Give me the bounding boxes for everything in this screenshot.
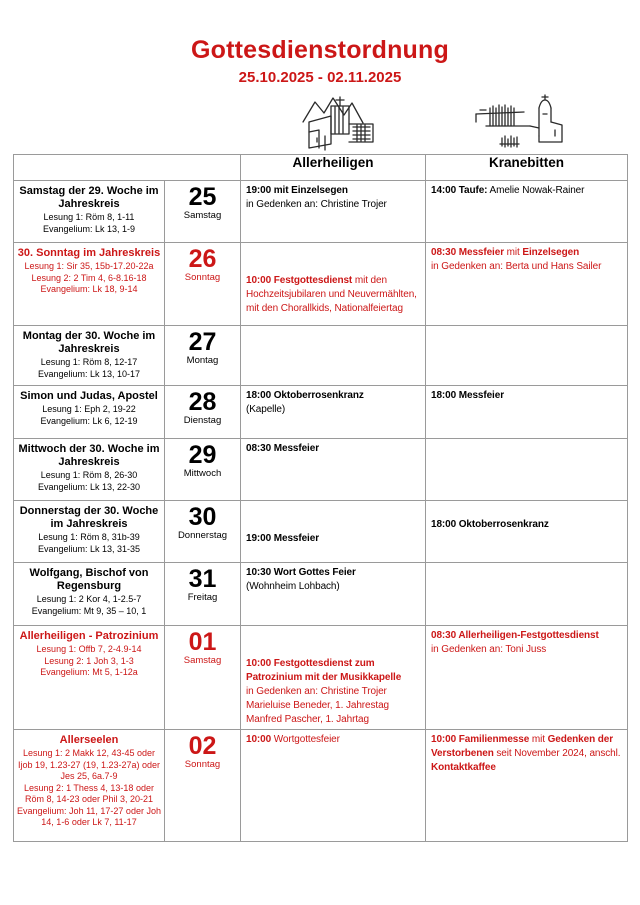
event-line <box>246 246 421 260</box>
day-number: 31 <box>188 565 217 593</box>
reading-line: Evangelium: Lk 13, 10-17 <box>37 368 141 379</box>
event-segment: seit November 2024, anschl. <box>493 748 621 759</box>
event-line <box>246 733 421 747</box>
reading-line: Lesung 1: Offb 7, 2-4.9-14 <box>36 644 142 654</box>
event-line <box>246 198 421 212</box>
event-line <box>246 629 421 643</box>
table-row <box>14 386 628 439</box>
event-line <box>246 532 421 546</box>
weekday-label: Dienstag <box>183 415 222 426</box>
event-line <box>246 566 421 580</box>
day-number: 27 <box>188 328 217 356</box>
kranebitten-church-sketch <box>472 92 568 152</box>
day-cell <box>165 386 241 439</box>
event-segment: mit <box>529 734 548 745</box>
event-line <box>246 713 421 727</box>
day-number: 26 <box>188 245 217 273</box>
event-segment: 10:30 Wort Gottes Feier <box>246 567 356 578</box>
event-cell-kranebitten <box>426 243 628 326</box>
header-sketches <box>0 92 640 154</box>
event-cell-allerheiligen <box>241 181 426 243</box>
event-cell-allerheiligen <box>241 626 426 730</box>
day-title: Montag der 30. Woche im Jahreskreis <box>22 330 156 355</box>
day-number: 02 <box>188 732 217 760</box>
day-cell <box>165 563 241 626</box>
reading-line: Lesung 1: 2 Makk 12, 43-45 oder Ijob 19, 1.23-27 (19, 1.23-27a) oder Jes 25, 6a.7-9 <box>17 748 161 781</box>
reading-line: Lesung 1: Eph 2, 19-22 <box>42 404 136 414</box>
date-cell <box>14 501 165 563</box>
column-header-allerheiligen: Allerheiligen <box>241 155 426 181</box>
reading-line: Lesung 1: 2 Kor 4, 1-2.5-7 <box>36 594 142 604</box>
table-row <box>14 243 628 326</box>
event-line <box>246 260 421 274</box>
event-line <box>246 274 421 316</box>
day-title: Simon und Judas, Apostel <box>20 390 158 402</box>
day-title: Samstag der 29. Woche im Jahreskreis <box>19 185 159 210</box>
event-segment: 10:00 Familienmesse <box>431 734 530 745</box>
day-cell <box>165 730 241 842</box>
event-segment: 18:00 Oktoberrosenkranz <box>431 519 549 530</box>
header-spacer <box>14 155 241 181</box>
event-segment: 18:00 Oktoberrosenkranz <box>246 390 364 401</box>
event-line <box>431 389 623 403</box>
event-cell-allerheiligen <box>241 243 426 326</box>
weekday-label: Freitag <box>187 592 218 603</box>
event-segment: in Gedenken an: Christine Trojer <box>246 199 387 210</box>
event-line <box>246 184 421 198</box>
event-line <box>246 657 421 685</box>
event-segment: mit den Hochzeitsjubilaren und Neuvermählten, mit den Chorallkids, Nationalfeiertag <box>246 275 417 314</box>
day-title: Allerseelen <box>59 734 119 746</box>
reading-line: Lesung 2: 1 Thess 4, 13-18 oder Röm 8, 14-23 oder Phil 3, 20-21 <box>24 782 154 804</box>
table-row <box>14 563 628 626</box>
weekday-label: Donnerstag <box>177 530 228 541</box>
event-segment: 14:00 Taufe: <box>431 185 488 196</box>
table-row <box>14 181 628 243</box>
event-cell-allerheiligen <box>241 439 426 501</box>
event-cell-kranebitten <box>426 501 628 563</box>
page-title: Gottesdienstordnung <box>191 36 449 64</box>
event-cell-kranebitten <box>426 439 628 501</box>
day-number: 30 <box>188 503 217 531</box>
reading-line: Lesung 1: Sir 35, 15b-17.20-22a <box>24 261 154 271</box>
event-line <box>431 184 623 198</box>
event-segment: Gedenken der Verstorbenen <box>431 734 614 759</box>
reading-line: Lesung 1: Röm 8, 31b-39 <box>38 532 140 542</box>
event-segment: 08:30 Messfeier <box>246 443 319 454</box>
date-cell <box>14 626 165 730</box>
reading-line: Lesung 2: 1 Joh 3, 1-3 <box>44 655 134 666</box>
table-row <box>14 326 628 386</box>
event-segment: 10:00 Festgottesdienst <box>246 275 353 286</box>
allerheiligen-church-sketch <box>297 92 393 152</box>
event-segment: Marieluise Beneder, 1. Jahrestag <box>246 700 389 711</box>
event-line <box>431 518 623 532</box>
weekday-label: Sonntag <box>184 272 221 283</box>
date-cell <box>14 386 165 439</box>
day-title: Mittwoch der 30. Woche im Jahreskreis <box>18 443 160 468</box>
event-cell-kranebitten <box>426 326 628 386</box>
date-cell <box>14 439 165 501</box>
reading-line: Evangelium: Lk 13, 1-9 <box>42 223 136 234</box>
reading-line: Evangelium: Mt 9, 35 – 10, 1 <box>31 605 147 616</box>
event-line <box>246 685 421 699</box>
reading-line: Lesung 2: 2 Tim 4, 6-8.16-18 <box>31 272 147 283</box>
day-cell <box>165 243 241 326</box>
event-segment: Kontaktkaffee <box>431 762 496 773</box>
event-line <box>431 246 623 260</box>
event-segment: Amelie Nowak-Rainer <box>487 185 585 196</box>
day-number: 01 <box>188 628 217 656</box>
event-segment: 10:00 Festgottesdienst zum Patrozinium mit der Musikkapelle <box>246 658 402 683</box>
event-line <box>246 643 421 657</box>
event-segment: 08:30 Messfeier <box>431 247 504 258</box>
reading-line: Lesung 1: Röm 8, 12-17 <box>40 357 138 367</box>
event-line <box>246 403 421 417</box>
day-title: Allerheiligen - Patrozinium <box>19 630 159 642</box>
day-cell <box>165 439 241 501</box>
event-cell-allerheiligen <box>241 730 426 842</box>
table-row <box>14 626 628 730</box>
weekday-label: Montag <box>186 355 219 366</box>
day-title: 30. Sonntag im Jahreskreis <box>17 247 161 259</box>
event-line <box>246 504 421 518</box>
reading-line: Evangelium: Mt 5, 1-12a <box>40 667 138 677</box>
event-line <box>431 260 623 274</box>
date-cell <box>14 563 165 626</box>
reading-line: Lesung 1: Röm 8, 1-11 <box>43 212 135 222</box>
reading-line: Lesung 1: Röm 8, 26-30 <box>40 470 138 480</box>
event-segment: 10:00 <box>246 734 272 745</box>
event-line <box>246 518 421 532</box>
event-segment: 08:30 Allerheiligen-Festgottesdienst <box>431 630 599 641</box>
column-header-row <box>14 155 628 181</box>
event-segment: in Gedenken an: Christine Trojer <box>246 686 387 697</box>
event-cell-allerheiligen <box>241 563 426 626</box>
event-line <box>246 699 421 713</box>
day-title: Wolfgang, Bischof von Regensburg <box>29 567 149 592</box>
event-segment: Manfred Pascher, 1. Jahrtag <box>246 714 369 725</box>
event-segment: Wortgottesfeier <box>271 734 340 745</box>
weekday-label: Samstag <box>183 655 222 666</box>
date-range: 25.10.2025 - 02.11.2025 <box>238 69 402 86</box>
reading-line: Evangelium: Lk 6, 12-19 <box>40 415 138 426</box>
day-cell <box>165 626 241 730</box>
reading-line: Evangelium: Lk 13, 22-30 <box>37 481 141 492</box>
date-cell <box>14 181 165 243</box>
reading-line: Evangelium: Lk 18, 9-14 <box>40 284 138 294</box>
event-line <box>431 643 623 657</box>
event-line <box>246 442 421 456</box>
event-cell-kranebitten <box>426 386 628 439</box>
event-cell-kranebitten <box>426 626 628 730</box>
weekday-label: Samstag <box>183 210 222 221</box>
event-cell-kranebitten <box>426 563 628 626</box>
event-cell-kranebitten <box>426 181 628 243</box>
event-cell-allerheiligen <box>241 501 426 563</box>
day-number: 28 <box>188 388 217 416</box>
event-line <box>431 504 623 518</box>
event-cell-allerheiligen <box>241 326 426 386</box>
table-row <box>14 439 628 501</box>
event-segment: 19:00 Messfeier <box>246 533 319 544</box>
event-line <box>246 580 421 594</box>
event-segment: mit <box>504 247 523 258</box>
weekday-label: Mittwoch <box>183 468 222 479</box>
event-line <box>246 389 421 403</box>
day-cell <box>165 181 241 243</box>
column-header-kranebitten: Kranebitten <box>426 155 628 181</box>
event-segment: 18:00 Messfeier <box>431 390 504 401</box>
event-cell-kranebitten <box>426 730 628 842</box>
day-number: 25 <box>188 183 217 211</box>
event-segment: in Gedenken an: Berta und Hans Sailer <box>431 261 602 272</box>
event-segment: 19:00 mit Einzelsegen <box>246 185 348 196</box>
day-cell <box>165 501 241 563</box>
event-line <box>431 733 623 775</box>
event-line <box>431 629 623 643</box>
date-cell <box>14 243 165 326</box>
event-cell-allerheiligen <box>241 386 426 439</box>
event-segment: Einzelsegen <box>522 247 580 258</box>
table-row <box>14 501 628 563</box>
schedule-table <box>13 154 628 842</box>
event-segment: in Gedenken an: Toni Juss <box>431 644 547 655</box>
day-cell <box>165 326 241 386</box>
reading-line: Evangelium: Joh 11, 17-27 oder Joh 14, 1-6 oder Lk 7, 11-17 <box>17 805 161 827</box>
date-cell <box>14 730 165 842</box>
event-segment: (Kapelle) <box>246 404 286 415</box>
date-cell <box>14 326 165 386</box>
day-number: 29 <box>188 441 217 469</box>
table-row <box>14 730 628 842</box>
weekday-label: Sonntag <box>184 759 221 770</box>
day-title: Donnerstag der 30. Woche im Jahreskreis <box>19 505 159 530</box>
reading-line: Evangelium: Lk 13, 31-35 <box>37 543 141 554</box>
event-segment: (Wohnheim Lohbach) <box>246 581 340 592</box>
